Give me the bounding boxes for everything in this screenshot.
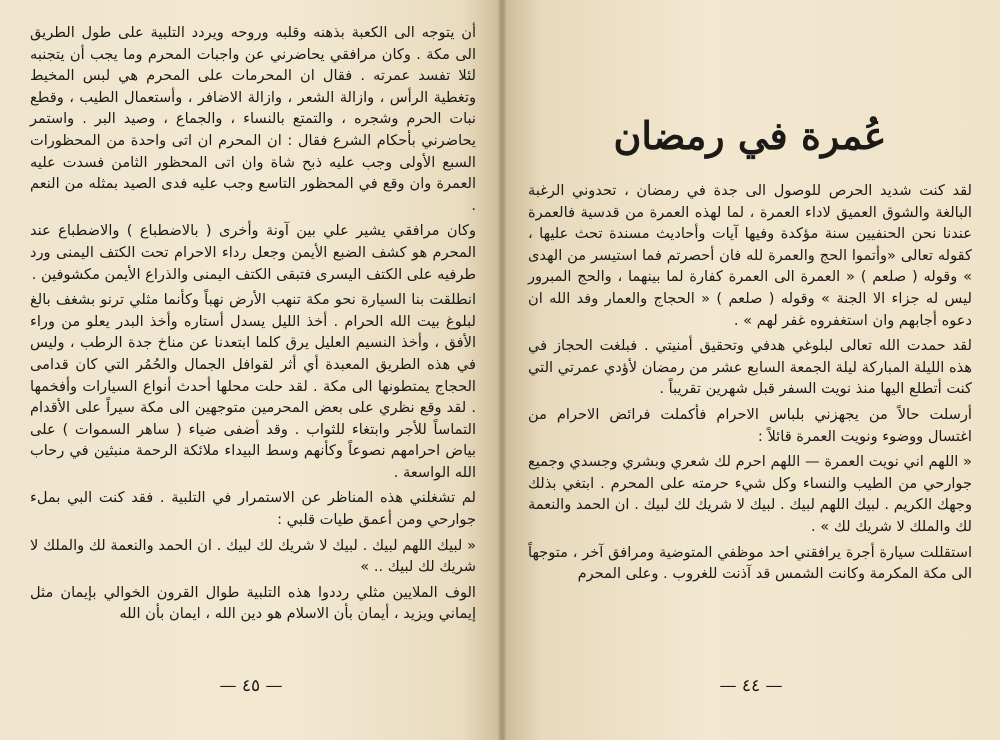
paragraph: « اللهم اني نويت العمرة — اللهم احرم لك شعري وبشري وجسدي وجميع جوارحي من الطيب والنساء وكل شيء حرمته على المحرم . ابتغي بذلك وجهك الكريم . لبيك اللهم لبيك . لبيك لا شريك لك لبيك . ان الحمد والنعمة لك والملك لا شريك لك » . <box>528 453 972 535</box>
paragraph: لقد كنت شديد الحرص للوصول الى جدة في رمضان ، تحدوني الرغبة البالغة والشوق العميق لاداء العمرة ، لما لهذه العمرة من قدسية فالعمرة عندنا نحن الحنفيين سنة مؤكدة وفيها آيات وأحاديث مسندة تحث عليها ، كقوله تعالى «وأتموا الحج والعمرة لله فان أحصرتم فما استيسر من الهدى » وقوله ( صلعم ) « العمرة الى العمرة كفارة لما بينهما ، والحج المبرور ليس له جزاء الا الجنة » وقوله ( صلعم ) « الحجاج والعمار وفد الله ان دعوه أجابهم وان استغفروه غفر لهم » . <box>528 182 972 329</box>
paragraph: لقد حمدت الله تعالى لبلوغي هدفي وتحقيق أمنيتي . فبلغت الحجاز في هذه الليلة المباركة ليلة الجمعة السابع عشر من رمضان لأؤدي عمرتي التي كنت أتطلع اليها منذ نويت السفر قبل شهرين تقريباً . <box>528 337 972 398</box>
left-page-text <box>30 22 476 625</box>
right-page-text <box>528 180 972 585</box>
paragraph: الوف الملايين مثلي رددوا هذه التلبية طوال القرون الخوالي بإيمان مثل إيماني ويزيد ، أيمان بأن الاسلام هو دين الله ، ايمان بأن الله <box>30 583 476 623</box>
paragraph: « لبيك اللهم لبيك . لبيك لا شريك لك لبيك . ان الحمد والنعمة لك والملك لا شريك لك لبيك .. » <box>30 536 476 576</box>
paragraph: استقللت سيارة أجرة يرافقني احد موظفي المتوضية ومرافق آخر ، متوجهاً الى مكة المكرمة وكانت الشمس قد آذنت للغروب . وعلى المحرم <box>528 543 972 583</box>
paragraph: لم تشغلني هذه المناظر عن الاستمرار في التلبية . فقد كنت البي بملء جوارحي ومن أعمق طيات قلبي : <box>30 489 476 529</box>
paragraph: أرسلت حالاً من يجهزني بلباس الاحرام فأكملت فرائض الاحرام من اغتسال ووضوء ونويت العمرة قائلاً : <box>528 405 972 445</box>
page-number: — ٤٤ — <box>719 676 783 696</box>
bleed-through-area <box>528 22 972 66</box>
book-gutter <box>498 0 506 740</box>
paragraph: وكان مرافقي يشير علي بين آونة وأخرى ( بالاضطباع ) والاضطباع عند المحرم هو كشف الضبع الأيمن وجعل رداء الاحرام تحت الكتف اليمنى ورد طرفيه على الكتف اليسرى فتبقى الكتف اليمنى والذراع الأيمن مكشوفين . <box>30 222 476 283</box>
paragraph: انطلقت بنا السيارة نحو مكة تنهب الأرض نهباً وكأنما مثلي ترنو بشغف بالغ لبلوغ بيت الله الحرام . أخذ الليل يسدل أستاره وأخذ البدر يعلو من وراء الأفق ، وأخذ النسيم العليل يرق كلما ابتعدنا عن مناخ جدة الرطب ، وليس في هذه الطريق المعبدة أي أثر لقوافل الجمال والحُمُر التي كان قدامى الحجاج يمتطونها الى مكة . لقد حلت محلها أحدث أنواع السيارات وأفخمها . لقد وقع نظري على بعض المحرمين متوجهين الى مكة سيراً على الأقدام التماساً للأجر وابتغاء للثواب . وقد أضفى ضياء ( ساهر السموات ) على بياض احرامهم نصوعاً وكأنهم وسط البيداء ملائكة الرحمة منبثين في رحاب الله الواسعة . <box>30 291 476 481</box>
paragraph: أن يتوجه الى الكعبة بذهنه وقلبه وروحه ويردد التلبية على طول الطريق الى مكة . وكان مرافقي يحاضرني عن واجبات المحرم وما يجب أن يتجنبه لئلا تفسد عمرته . فقال ان المحرمات على المحرم هي لبس المخيط وتغطية الرأس ، وازالة الشعر ، وازالة الاضافر ، وأستعمال الطيب ، وقطع نبات الحرم وشجره ، والتمتع بالنساء ، والجماع ، وصيد البر . واستمر يحاضرني بأحكام الشرع فقال : ان المحرم ان اتى واحدة من المحظورات السبع الأولى وجب عليه ذبح شاة وان اتى المحظور الثامن فسدت عليه العمرة وان وقع في المحظور التاسع وجب عليه فدى الصيد بمثله من النعم . <box>30 24 476 214</box>
right-page <box>502 0 1000 740</box>
chapter-title: عُمرة في رمضان <box>613 113 887 158</box>
page-number: — ٤٥ — <box>219 676 283 696</box>
